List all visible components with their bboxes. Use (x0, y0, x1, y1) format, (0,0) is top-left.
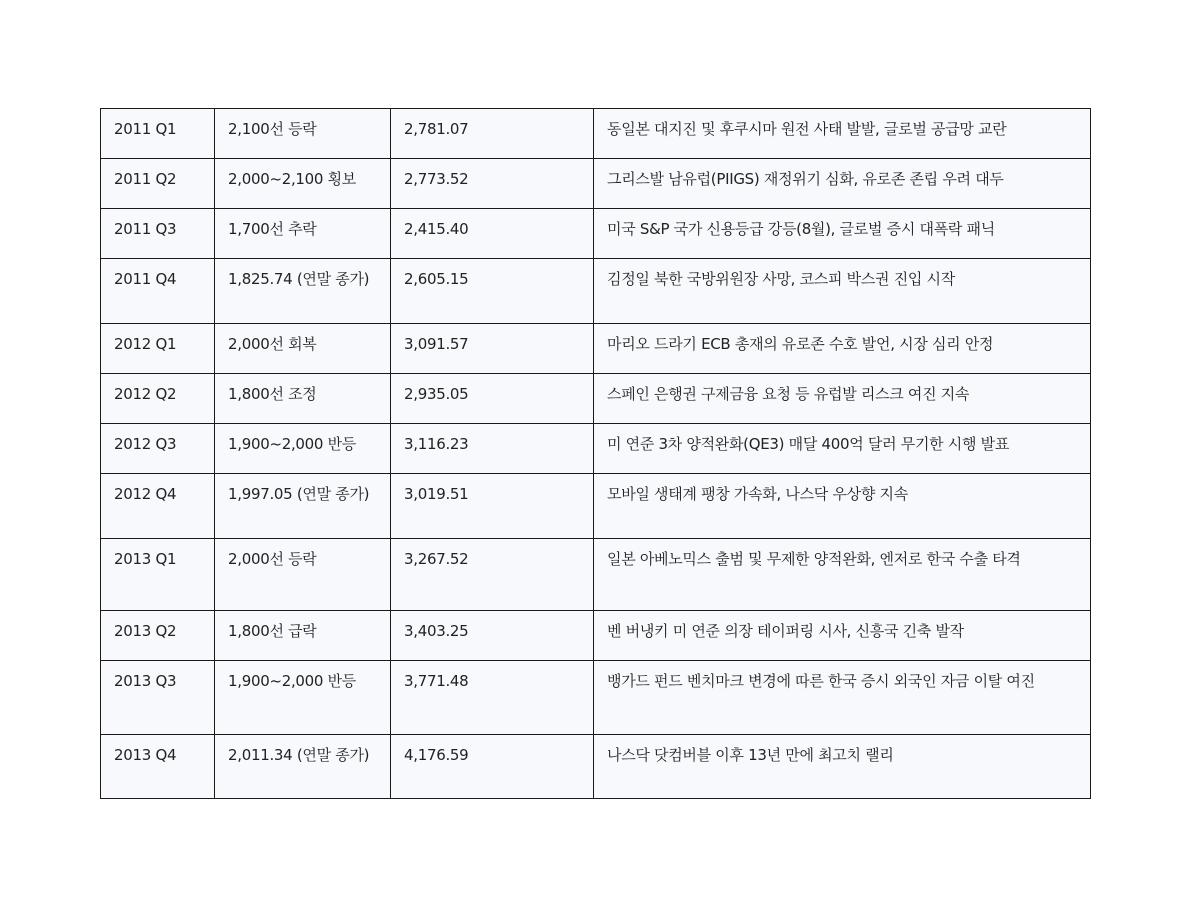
kospi-cell: 1,997.05 (연말 종가) (215, 474, 391, 539)
table-row (101, 324, 1091, 374)
table-row (101, 374, 1091, 424)
event-cell: 벤 버냉키 미 연준 의장 테이퍼링 시사, 신흥국 긴축 발작 (594, 611, 1091, 661)
event-cell: 미국 S&P 국가 신용등급 강등(8월), 글로벌 증시 대폭락 패닉 (594, 209, 1091, 259)
table-row (101, 424, 1091, 474)
quarter-cell: 2011 Q3 (101, 209, 215, 259)
nasdaq-cell: 2,773.52 (391, 159, 594, 209)
kospi-cell: 2,000~2,100 횡보 (215, 159, 391, 209)
quarter-cell: 2012 Q1 (101, 324, 215, 374)
kospi-cell: 2,011.34 (연말 종가) (215, 735, 391, 799)
event-cell: 김정일 북한 국방위원장 사망, 코스피 박스권 진입 시작 (594, 259, 1091, 324)
quarter-cell: 2012 Q2 (101, 374, 215, 424)
nasdaq-cell: 2,935.05 (391, 374, 594, 424)
event-cell: 동일본 대지진 및 후쿠시마 원전 사태 발발, 글로벌 공급망 교란 (594, 109, 1091, 159)
nasdaq-cell: 3,403.25 (391, 611, 594, 661)
quarter-cell: 2011 Q1 (101, 109, 215, 159)
kospi-cell: 1,900~2,000 반등 (215, 661, 391, 735)
quarter-cell: 2013 Q3 (101, 661, 215, 735)
nasdaq-cell: 3,267.52 (391, 539, 594, 611)
quarter-cell: 2013 Q2 (101, 611, 215, 661)
kospi-cell: 1,825.74 (연말 종가) (215, 259, 391, 324)
event-cell: 일본 아베노믹스 출범 및 무제한 양적완화, 엔저로 한국 수출 타격 (594, 539, 1091, 611)
event-cell: 미 연준 3차 양적완화(QE3) 매달 400억 달러 무기한 시행 발표 (594, 424, 1091, 474)
kospi-cell: 2,000선 회복 (215, 324, 391, 374)
quarter-cell: 2012 Q3 (101, 424, 215, 474)
quarter-cell: 2012 Q4 (101, 474, 215, 539)
event-cell: 나스닥 닷컴버블 이후 13년 만에 최고치 랠리 (594, 735, 1091, 799)
quarter-cell: 2011 Q4 (101, 259, 215, 324)
market-history-table (100, 108, 1091, 799)
event-cell: 마리오 드라기 ECB 총재의 유로존 수호 발언, 시장 심리 안정 (594, 324, 1091, 374)
table-row (101, 661, 1091, 735)
nasdaq-cell: 2,415.40 (391, 209, 594, 259)
kospi-cell: 1,900~2,000 반등 (215, 424, 391, 474)
table-row (101, 159, 1091, 209)
nasdaq-cell: 3,091.57 (391, 324, 594, 374)
event-cell: 모바일 생태계 팽창 가속화, 나스닥 우상향 지속 (594, 474, 1091, 539)
kospi-cell: 2,100선 등락 (215, 109, 391, 159)
nasdaq-cell: 3,116.23 (391, 424, 594, 474)
nasdaq-cell: 2,605.15 (391, 259, 594, 324)
table-row (101, 611, 1091, 661)
kospi-cell: 1,800선 조정 (215, 374, 391, 424)
quarter-cell: 2011 Q2 (101, 159, 215, 209)
event-cell: 그리스발 남유럽(PIIGS) 재정위기 심화, 유로존 존립 우려 대두 (594, 159, 1091, 209)
nasdaq-cell: 4,176.59 (391, 735, 594, 799)
table-row (101, 209, 1091, 259)
nasdaq-cell: 3,771.48 (391, 661, 594, 735)
kospi-cell: 1,700선 추락 (215, 209, 391, 259)
table-row (101, 259, 1091, 324)
event-cell: 뱅가드 펀드 벤치마크 변경에 따른 한국 증시 외국인 자금 이탈 여진 (594, 661, 1091, 735)
nasdaq-cell: 3,019.51 (391, 474, 594, 539)
quarter-cell: 2013 Q4 (101, 735, 215, 799)
nasdaq-cell: 2,781.07 (391, 109, 594, 159)
kospi-cell: 1,800선 급락 (215, 611, 391, 661)
kospi-cell: 2,000선 등락 (215, 539, 391, 611)
table-row (101, 539, 1091, 611)
table-row (101, 474, 1091, 539)
table-row (101, 735, 1091, 799)
table-row (101, 109, 1091, 159)
quarter-cell: 2013 Q1 (101, 539, 215, 611)
event-cell: 스페인 은행권 구제금융 요청 등 유럽발 리스크 여진 지속 (594, 374, 1091, 424)
